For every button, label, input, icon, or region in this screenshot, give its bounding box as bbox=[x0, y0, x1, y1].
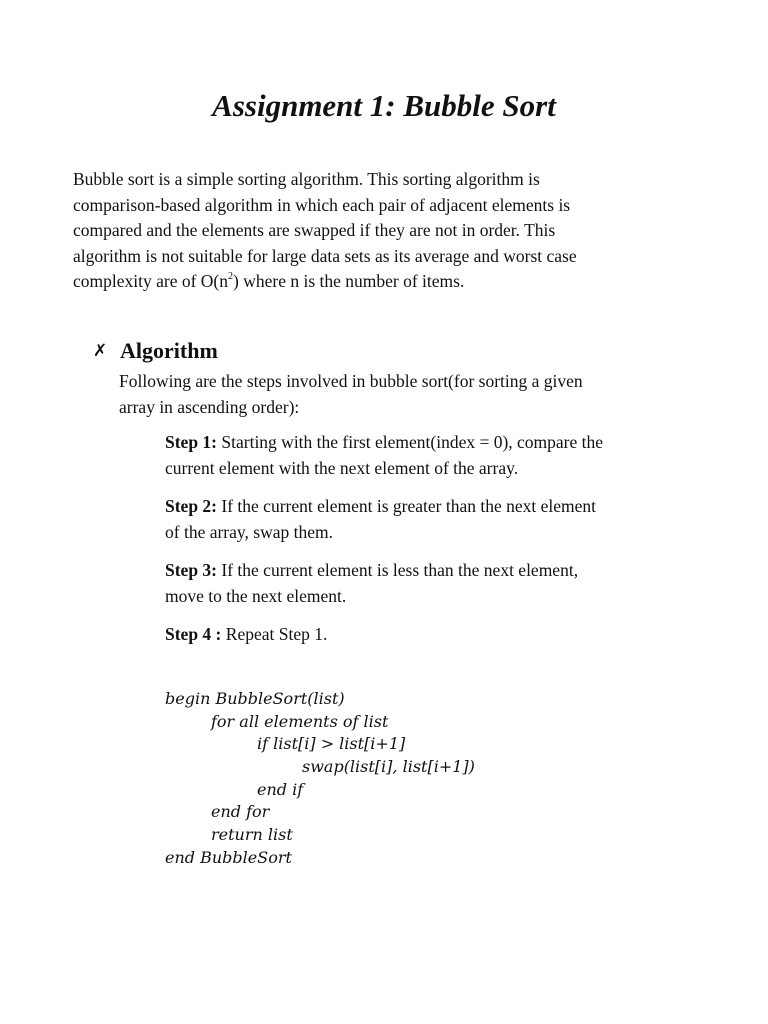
step-text: Repeat Step 1. bbox=[221, 624, 328, 644]
step-text: Starting with the first element(index = 0), compare the bbox=[217, 432, 604, 452]
step-2 bbox=[165, 493, 725, 545]
intro-paragraph bbox=[73, 167, 713, 295]
section-heading bbox=[93, 336, 218, 366]
code-line: end if bbox=[257, 779, 304, 799]
code-line: return list bbox=[211, 825, 293, 845]
step-text: of the array, swap them. bbox=[165, 522, 333, 542]
step-text: If the current element is less than the next element, bbox=[217, 560, 579, 580]
intro-line: compared and the elements are swapped if they are not in order. This bbox=[73, 220, 556, 241]
step-text: current element with the next element of the array. bbox=[165, 458, 519, 478]
step-label: Step 4 : bbox=[165, 624, 222, 644]
intro-line: ) where n is the number of items. bbox=[233, 271, 465, 292]
section-description bbox=[119, 369, 719, 420]
page-title: Assignment 1: Bubble Sort bbox=[212, 88, 556, 123]
step-label: Step 3: bbox=[165, 560, 218, 580]
pseudocode-block bbox=[165, 688, 475, 870]
code-line: for all elements of list bbox=[211, 711, 389, 731]
code-line: if list[i] > list[i+1] bbox=[257, 734, 406, 754]
step-4 bbox=[165, 621, 725, 647]
cross-bullet-icon: ✗ bbox=[93, 341, 108, 361]
intro-line: comparison-based algorithm in which each pair of adjacent elements is bbox=[73, 194, 571, 215]
superscript: 2 bbox=[228, 270, 234, 282]
code-line: end for bbox=[211, 802, 270, 822]
step-text: move to the next element. bbox=[165, 586, 347, 606]
step-1 bbox=[165, 429, 725, 481]
intro-line: Bubble sort is a simple sorting algorithm. This sorting algorithm is bbox=[73, 169, 540, 189]
code-line: end BubbleSort bbox=[165, 847, 292, 867]
description-line: array in ascending order): bbox=[119, 396, 300, 417]
step-3 bbox=[165, 557, 725, 609]
code-line: swap(list[i], list[i+1]) bbox=[302, 757, 475, 777]
intro-line: algorithm is not suitable for large data sets as its average and worst case bbox=[73, 245, 577, 266]
intro-line: complexity are of O(n bbox=[73, 271, 229, 292]
step-label: Step 1: bbox=[165, 432, 218, 452]
section-title: Algorithm bbox=[120, 338, 218, 363]
code-line: begin BubbleSort(list) bbox=[165, 689, 345, 708]
step-text: If the current element is greater than the next element bbox=[217, 496, 597, 516]
description-line: Following are the steps involved in bubble sort(for sorting a given bbox=[119, 371, 583, 391]
step-label: Step 2: bbox=[165, 496, 218, 516]
